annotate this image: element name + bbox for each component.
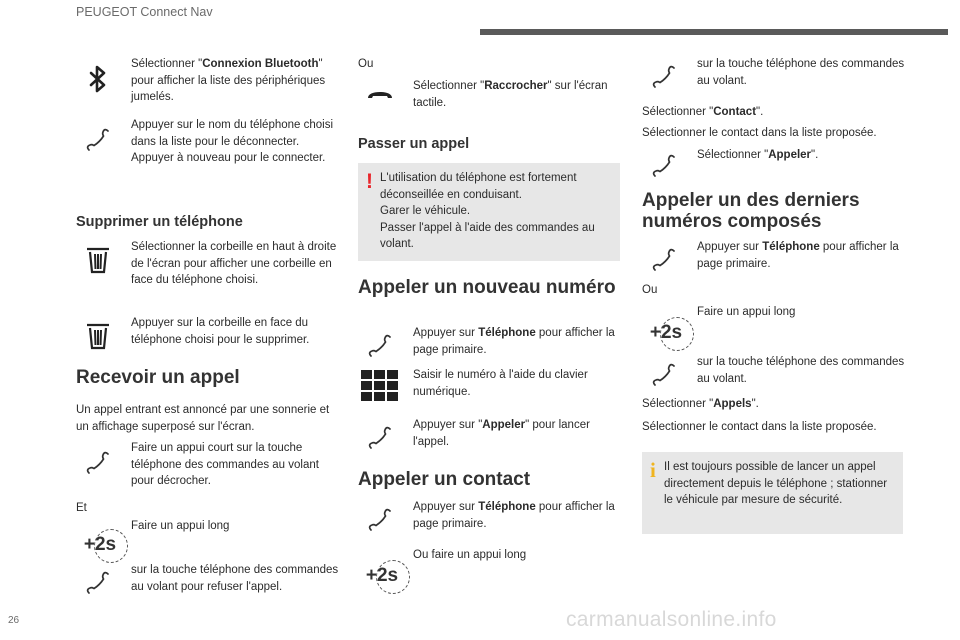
heading-new-number: Appeler un nouveau numéro: [358, 277, 616, 298]
ou-text: Ou: [358, 58, 374, 70]
heading-call-contact: Appeler un contact: [358, 469, 531, 490]
ou-text: Ou: [642, 284, 658, 296]
telephone-recent-text: Appuyer sur Téléphone pour afficher la page primaire.: [697, 241, 899, 270]
phone-handset-icon: [76, 444, 120, 482]
bluetooth-text: Sélectionner "Connexion Bluetooth" pour afficher la liste des périphériques jumelés.: [131, 58, 326, 103]
select-contact-text: Sélectionner le contact dans la liste proposée.: [642, 127, 877, 139]
phone-handset-icon: [358, 501, 402, 539]
trash-select-text: Sélectionner la corbeille en haut à droite de l'écran pour afficher une corbeille en face du téléphone choisi.: [131, 241, 337, 286]
phone-handset-icon: [642, 147, 686, 185]
hang-up-text: Sélectionner "Raccrocher" sur l'écran tactile.: [413, 80, 608, 109]
heading-recent-numbers: Appeler un des derniers numéros composés: [642, 190, 860, 232]
phone-handset-icon: [642, 241, 686, 279]
trash-icon: [76, 317, 120, 355]
short-press-text: Faire un appui court sur la touche téléphone des commandes au volant pour décrocher.: [131, 442, 319, 487]
telephone-text: Appuyer sur Téléphone pour afficher la page primaire.: [413, 327, 615, 356]
trash-icon: [76, 241, 120, 279]
hang-up-icon: [358, 76, 402, 114]
keypad-text: Saisir le numéro à l'aide du clavier numérique.: [413, 369, 588, 398]
phone-handset-icon: [642, 58, 686, 96]
steering-wheel-text: sur la touche téléphone des commandes au volant.: [697, 58, 905, 87]
warning-icon: !: [366, 170, 373, 193]
appeler-text: Appuyer sur "Appeler" pour lancer l'appel.: [413, 419, 590, 448]
warning-box: [358, 163, 620, 261]
watermark: carmanualsonline.info: [566, 608, 777, 631]
select-contact-recent-text: Sélectionner le contact dans la liste proposée.: [642, 421, 877, 433]
select-appeler-text: Sélectionner "Appeler".: [697, 149, 819, 161]
long-press-alt-text: Ou faire un appui long: [413, 549, 527, 561]
long-press-2s-icon: +2s: [78, 526, 122, 564]
heading-delete-phone: Supprimer un téléphone: [76, 214, 243, 230]
info-box: [642, 452, 903, 534]
info-text: Il est toujours possible de lancer un appel directement depuis le téléphone ; stationner le véhicule par mesure de sécurité.: [664, 461, 888, 506]
steering-wheel-recent-text: sur la touche téléphone des commandes au volant.: [697, 356, 905, 385]
select-calls-label: Sélectionner "Appels".: [642, 398, 759, 410]
bluetooth-icon: [76, 60, 120, 98]
phone-handset-icon: [76, 121, 120, 159]
phone-handset-icon: [642, 356, 686, 394]
keypad-icon: [358, 367, 402, 405]
phone-handset-icon: [358, 327, 402, 365]
phone-handset-icon: [76, 564, 120, 602]
page-number: 26: [8, 615, 20, 626]
warning-text: L'utilisation du téléphone est fortement déconseillée en conduisant. Garer le véhicule. Passer l'appel à l'aide des commandes au volant.: [380, 172, 595, 250]
refuse-text: sur la touche téléphone des commandes au volant pour refuser l'appel.: [131, 564, 339, 593]
disconnect-text: Appuyer sur le nom du téléphone choisi dans la liste pour le déconnecter. Appuyer à nouveau pour le connecter.: [131, 119, 334, 164]
et-text: Et: [76, 502, 87, 514]
heading-receive-call: Recevoir un appel: [76, 367, 240, 388]
header-bar: [480, 29, 948, 35]
phone-handset-icon: [358, 419, 402, 457]
telephone-contact-text: Appuyer sur Téléphone pour afficher la page primaire.: [413, 501, 615, 530]
long-press-2s-icon: +2s: [360, 557, 404, 595]
select-contact-label: Sélectionner "Contact".: [642, 106, 764, 118]
long-press-recent-text: Faire un appui long: [697, 306, 796, 318]
long-press-2s-icon: +2s: [644, 314, 688, 352]
trash-delete-text: Appuyer sur la corbeille en face du téléphone choisi pour le supprimer.: [131, 317, 310, 346]
receive-paragraph: Un appel entrant est annoncé par une sonnerie et un affichage superposé sur l'écran.: [76, 404, 330, 433]
long-press-text: Faire un appui long: [131, 520, 230, 532]
info-icon: i: [650, 458, 656, 482]
heading-place-call: Passer un appel: [358, 136, 470, 152]
header-title: PEUGEOT Connect Nav: [76, 5, 213, 19]
